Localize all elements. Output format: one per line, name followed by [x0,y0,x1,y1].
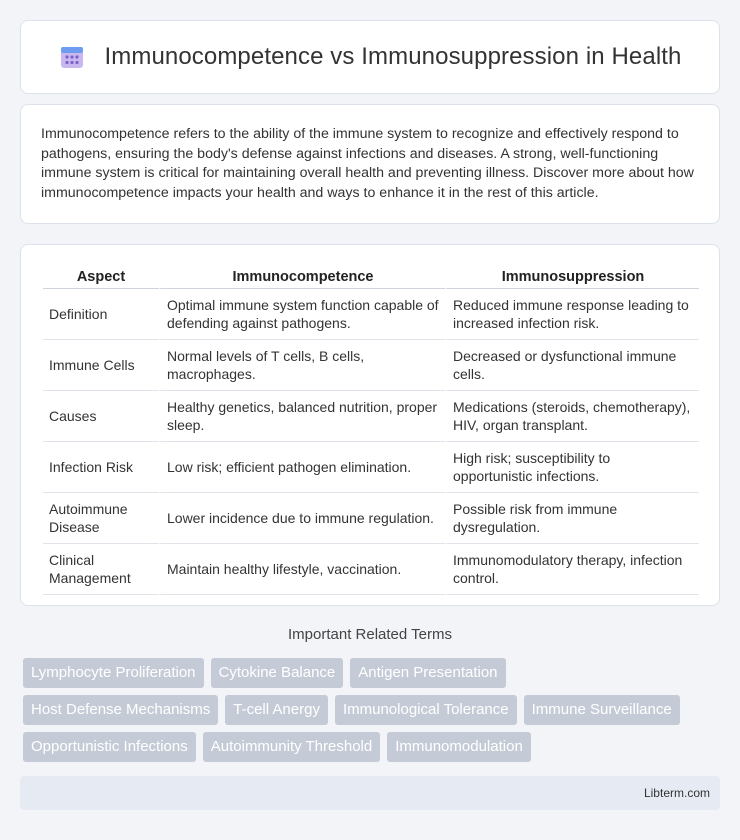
related-term-tag[interactable]: Host Defense Mechanisms [23,695,218,725]
header-card [20,20,720,94]
footer-site-link[interactable]: Libterm.com [643,786,710,800]
table-row [43,544,699,595]
table-cell-aspect: Clinical Management [43,544,159,595]
table-cell-aspect: Immune Cells [43,340,159,391]
table-cell-aspect: Autoimmune Disease [43,493,159,544]
table-cell-immunocompetence: Normal levels of T cells, B cells, macrophages. [159,340,445,391]
table-cell-immunosuppression: Reduced immune response leading to increased infection risk. [445,289,699,340]
table-cell-immunocompetence: Optimal immune system function capable of defending against pathogens. [159,289,445,340]
related-term-tag[interactable]: T-cell Anergy [225,695,328,725]
table-row [43,391,699,442]
table-cell-aspect: Definition [43,289,159,340]
table-cell-aspect: Infection Risk [43,442,159,493]
related-term-tag[interactable]: Autoimmunity Threshold [203,732,380,762]
related-term-tag[interactable]: Immunological Tolerance [335,695,517,725]
tag-row [23,695,723,725]
table-row [43,493,699,544]
related-terms-list [23,658,723,769]
table-cell-immunosuppression: Decreased or dysfunctional immune cells. [445,340,699,391]
related-term-tag[interactable]: Lymphocyte Proliferation [23,658,204,688]
table-row [43,289,699,340]
column-header-immunocompetence: Immunocompetence [159,265,445,289]
table-cell-immunocompetence: Maintain healthy lifestyle, vaccination. [159,544,445,595]
intro-card [20,104,720,224]
related-terms-title: Important Related Terms [288,626,452,643]
tag-row [23,732,723,762]
table-header-row [43,265,699,289]
column-header-immunosuppression: Immunosuppression [445,265,699,289]
column-header-aspect: Aspect [43,265,159,289]
related-term-tag[interactable]: Immune Surveillance [524,695,680,725]
related-term-tag[interactable]: Opportunistic Infections [23,732,196,762]
table-cell-immunocompetence: Healthy genetics, balanced nutrition, proper sleep. [159,391,445,442]
related-term-tag[interactable]: Cytokine Balance [211,658,344,688]
table-cell-aspect: Causes [43,391,159,442]
table-cell-immunosuppression: Immunomodulatory therapy, infection control. [445,544,699,595]
table-cell-immunocompetence: Low risk; efficient pathogen elimination. [159,442,445,493]
table-cell-immunosuppression: Possible risk from immune dysregulation. [445,493,699,544]
table-row [43,442,699,493]
table-cell-immunosuppression: High risk; susceptibility to opportunistic infections. [445,442,699,493]
calendar-grid-icon [59,44,85,70]
intro-paragraph: Immunocompetence refers to the ability of the immune system to recognize and effectively respond to pathogens, ensuring the body's defense against infections and diseases. A strong, well-functioning immune system is critical for maintaining overall health and preventing illness. Discover more about how immunocompetence impacts your health and ways to enhance it in the rest of this article. [41,126,694,201]
comparison-table [43,265,699,595]
table-cell-immunocompetence: Lower incidence due to immune regulation. [159,493,445,544]
table-row [43,340,699,391]
related-term-tag[interactable]: Immunomodulation [387,732,531,762]
footer [20,776,720,810]
table-cell-immunosuppression: Medications (steroids, chemotherapy), HIV, organ transplant. [445,391,699,442]
related-term-tag[interactable]: Antigen Presentation [350,658,505,688]
comparison-table-card [20,244,720,606]
page-title: Immunocompetence vs Immunosuppression in Health [104,43,682,70]
tag-row [23,658,723,688]
